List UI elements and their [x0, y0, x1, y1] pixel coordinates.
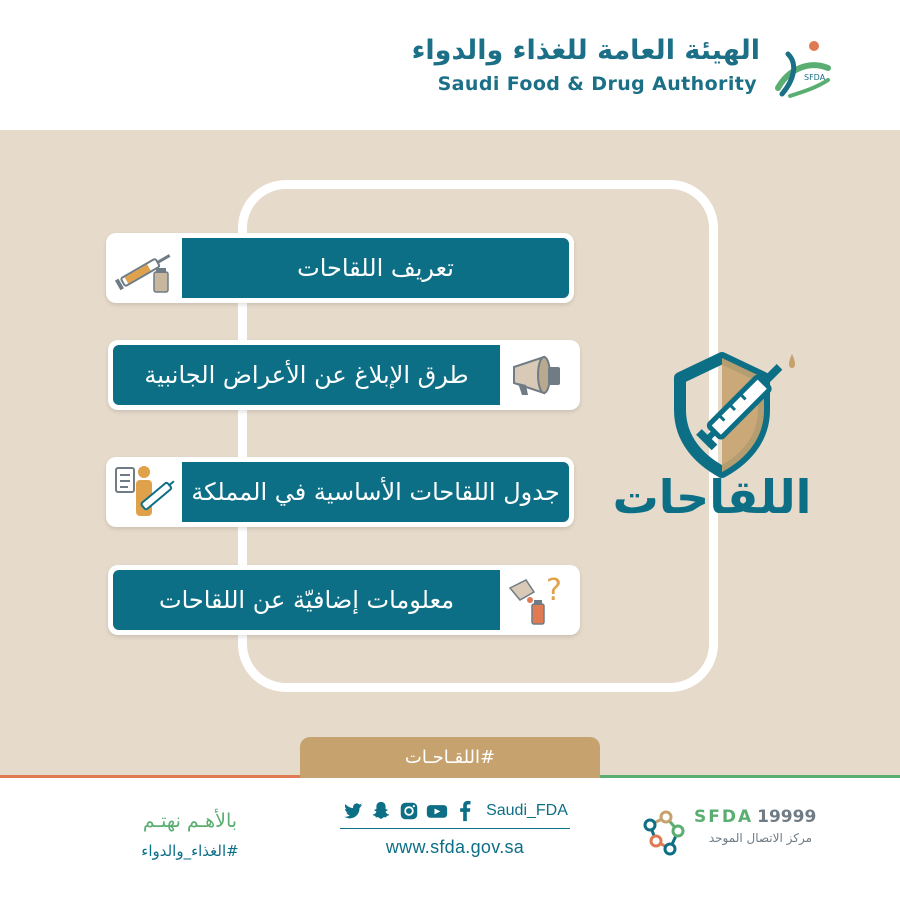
page-header — [0, 0, 900, 130]
menu-item-vaccine-definition[interactable] — [106, 233, 574, 303]
social-block — [330, 800, 580, 858]
menu-item-label: جدول اللقاحات الأساسية في المملكة — [182, 462, 569, 522]
logo-mark-label: SFDA — [804, 73, 826, 82]
menu-item-label: تعريف اللقاحات — [182, 238, 569, 298]
question-hand-vial-icon — [504, 570, 574, 630]
unified-center-number[interactable]: 19999 — [757, 807, 817, 827]
org-name-english: Saudi Food & Drug Authority — [437, 73, 757, 95]
menu-item-vaccination-schedule[interactable] — [106, 457, 574, 527]
hero-title: اللقاحات — [612, 470, 812, 524]
youtube-icon[interactable] — [426, 800, 448, 822]
clipboard-person-syringe-icon — [110, 462, 180, 522]
unified-center-title — [694, 807, 816, 827]
sfda-logo-icon — [768, 40, 838, 100]
menu-item-additional-information[interactable] — [108, 565, 580, 635]
social-links — [330, 800, 580, 822]
footer-accent-gold — [300, 775, 600, 778]
twitter-icon[interactable] — [342, 800, 364, 822]
svg-text:?: ? — [546, 573, 562, 608]
page-footer — [0, 775, 900, 900]
slogan-line-1: بالأهـم نهتـم — [142, 810, 238, 832]
org-name-arabic: الهيئة العامة للغذاء والدواء — [411, 35, 760, 66]
footer-accent-green — [600, 775, 900, 778]
website-link[interactable]: www.sfda.gov.sa — [385, 837, 525, 857]
footer-accent-orange — [0, 775, 300, 778]
social-handle[interactable]: Saudi_FDA — [486, 802, 568, 819]
menu-item-side-effect-reporting[interactable] — [108, 340, 580, 410]
syringe-vial-icon — [110, 238, 180, 298]
hashtag-tab: #اللقـاحـات — [300, 737, 600, 777]
shield-syringe-icon — [660, 340, 810, 480]
menu-item-label: طرق الإبلاغ عن الأعراض الجانبية — [113, 345, 500, 405]
unified-center-label: مركز الاتصال الموحد — [708, 831, 812, 845]
slogan-hashtag: #الغذاء_والدواء — [141, 842, 239, 860]
social-divider — [340, 828, 570, 829]
facebook-icon[interactable] — [454, 800, 476, 822]
slogan — [100, 810, 280, 860]
snapchat-icon[interactable] — [370, 800, 392, 822]
unified-contact-center — [640, 805, 840, 865]
megaphone-icon — [504, 345, 574, 405]
unified-center-brand: SFDA — [694, 807, 754, 827]
instagram-icon[interactable] — [398, 800, 420, 822]
menu-item-label: معلومات إضافيّة عن اللقاحات — [113, 570, 500, 630]
contact-network-icon — [640, 805, 688, 861]
